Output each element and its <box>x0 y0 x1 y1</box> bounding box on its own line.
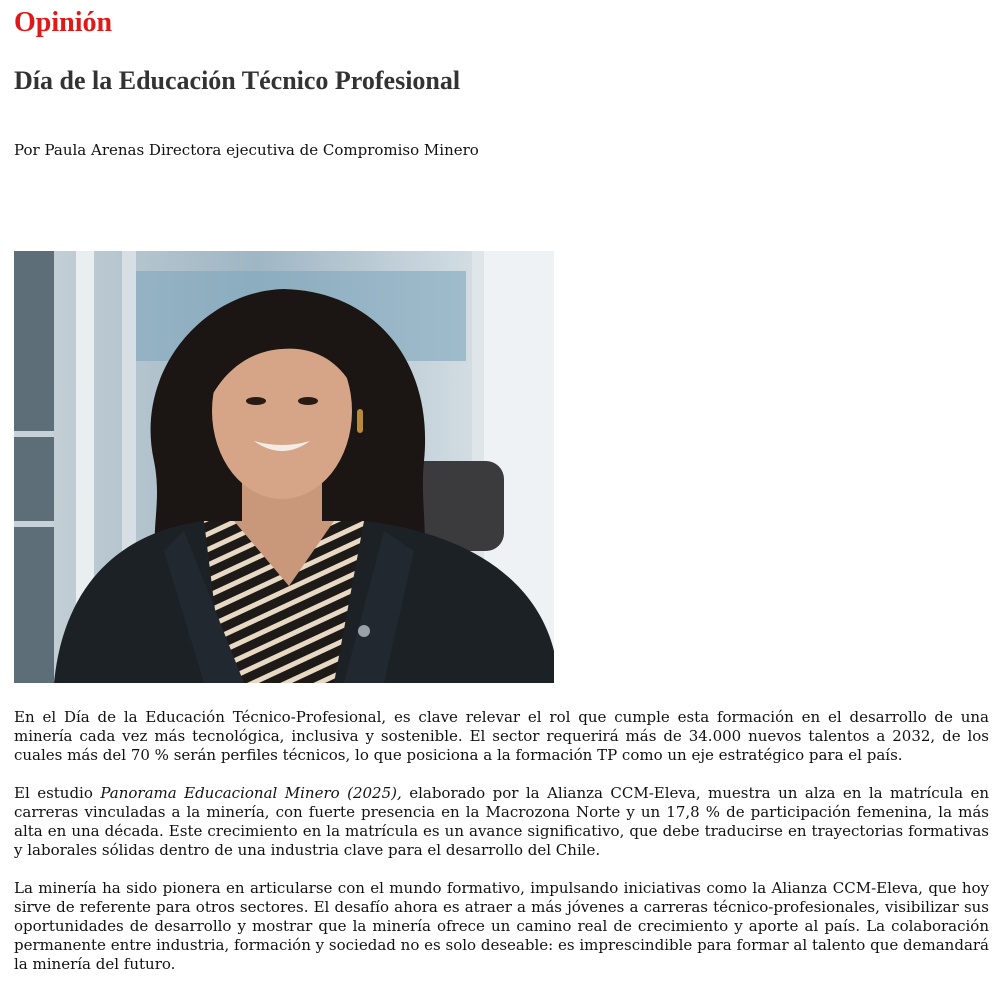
paragraph-2 <box>14 784 989 860</box>
paragraph-3: La minería ha sido pionera en articularse con el mundo formativo, impulsando iniciativas como la Alianza CCM-Eleva, que hoy sirve de referente para otros sectores. El desafío ahora es atraer a más jóvenes a carreras técnico-profesionales, visibilizar sus oportunidades de desarrollo y mostrar que la minería ofrece un camino real de crecimiento y aporte al país. La colaboración permanente entre industria, formación y sociedad no es solo deseable: es imprescindible para formar al talento que demandará la minería del futuro. <box>14 879 989 973</box>
article-body <box>14 708 989 993</box>
paragraph-2-after: elaborado por la Alianza CCM-Eleva, muestra un alza en la matrícula en carreras vinculadas a la minería, con fuerte presencia en la Macrozona Norte y un 17,8 % de participación femenina, la más alta en una década. Este crecimiento en la matrícula es un avance significativo, que debe traducirse en trayectorias formativas y laborales sólidas dentro de una industria clave para el desarrollo del Chile. <box>14 784 989 859</box>
author-photo <box>14 251 554 683</box>
portrait-photo-icon <box>14 251 554 683</box>
paragraph-1: En el Día de la Educación Técnico-Profesional, es clave relevar el rol que cumple esta formación en el desarrollo de una minería cada vez más tecnológica, inclusiva y sostenible. El sector requerirá más de 34.000 nuevos talentos a 2032, de los cuales más del 70 % serán perfiles técnicos, lo que posiciona a la formación TP como un eje estratégico para el país. <box>14 708 989 764</box>
article-title: Día de la Educación Técnico Profesional <box>14 66 461 95</box>
study-title: Panorama Educacional Minero (2025), <box>100 784 402 802</box>
byline: Por Paula Arenas Directora ejecutiva de Compromiso Minero <box>14 141 479 159</box>
section-label: Opinión <box>14 7 113 38</box>
paragraph-2-before: El estudio <box>14 784 101 802</box>
